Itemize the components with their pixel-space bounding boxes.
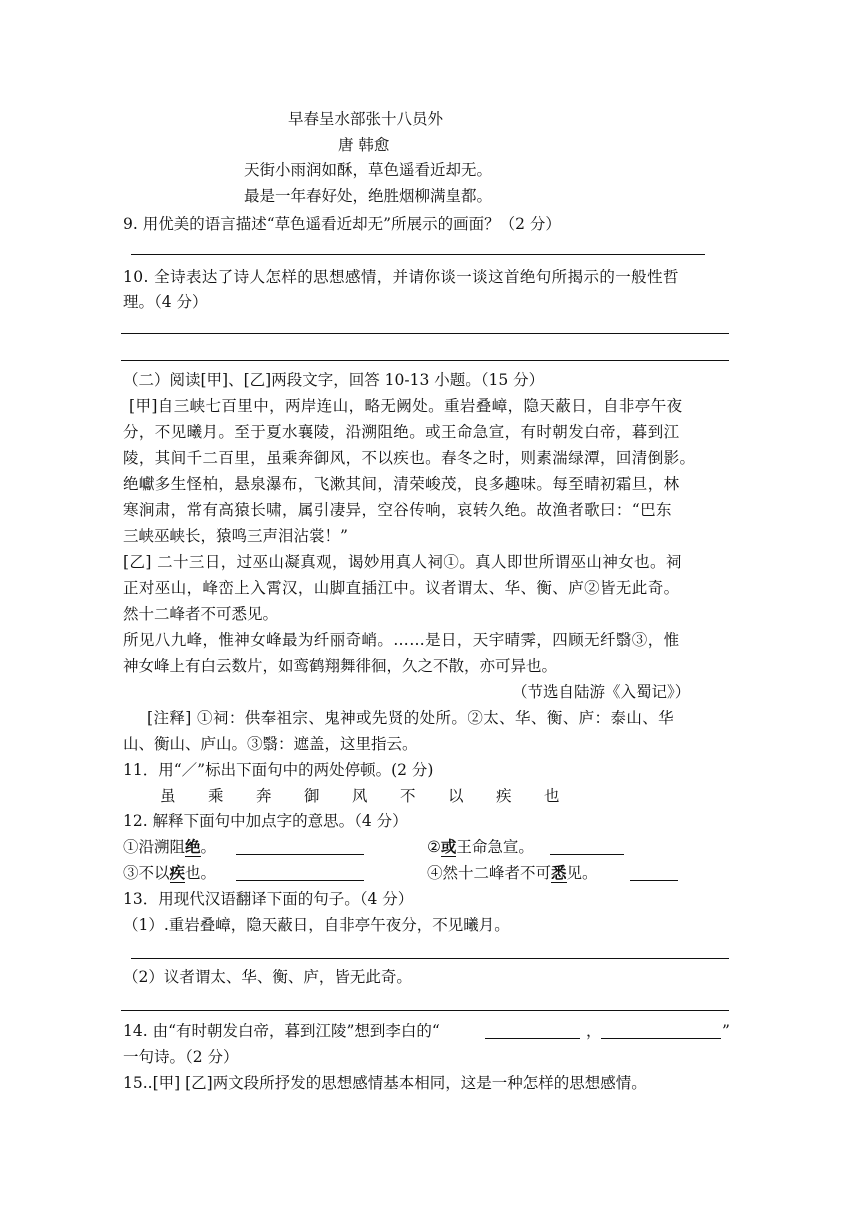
question-10-line-2: 理。（4 分） (123, 293, 208, 311)
answer-blank-a[interactable] (236, 838, 364, 855)
q12-item-a-text: ①沿溯阻 (123, 838, 186, 856)
passage-jia-line-5: 寒涧肃，常有高猿长啸，属引凄异，空谷传响，哀转久绝。故渔者歌曰：“巴东 (123, 501, 672, 519)
answer-blank-c[interactable] (236, 864, 364, 881)
passage-yi-line-2: 正对巫山，峰峦上入霄汉，山脚直插江中。议者谓太、华、衡、庐②皆无此奇。 (123, 579, 680, 597)
poem-title: 早春呈水部张十八员外 (288, 110, 444, 128)
answer-blank-14a[interactable] (485, 1022, 580, 1039)
dotted-char: 绝 (185, 837, 201, 856)
passage-yi-line-1: [乙] 二十三日，过巫山凝真观，谒妙用真人祠①。真人即世所谓巫山神女也。祠 (123, 553, 682, 571)
poem-author: 唐 韩愈 (338, 136, 390, 154)
dotted-char: 疾 (169, 863, 186, 882)
poem-line-2: 最是一年春好处，绝胜烟柳满皇都。 (244, 187, 493, 205)
question-14-line-1 (123, 1021, 440, 1041)
passage-yi-line-5: 神女峰上有白云数片，如鸾鹤翔舞徘徊，久之不散，亦可异也。 (123, 657, 558, 675)
char: 疾 (496, 787, 512, 805)
question-13: 13．用现代汉语翻译下面的句子。（4 分） (123, 890, 414, 908)
question-14-text: 14. 由“有时朝发白帝，暮到江陵”想到李白的“ (123, 1022, 440, 1040)
q12-item-a (123, 837, 216, 857)
passage-jia-line-4: 绝巘多生怪柏，悬泉瀑布，飞漱其间，清荣峻茂，良多趣味。每至晴初霜旦，林 (123, 475, 680, 493)
q12-item-d-end: 见。 (566, 864, 598, 882)
passage-jia-line-6: 三峡巫峡长，猿鸣三声泪沾裳！” (123, 527, 348, 545)
char: 风 (352, 787, 368, 805)
q12-item-d-text: ④然十二峰者不可 (427, 864, 552, 882)
source-citation: （节选自陆游《入蜀记》） (512, 683, 691, 701)
dotted-char: 悉 (551, 863, 567, 882)
answer-line-10a[interactable] (121, 333, 729, 334)
char: 奔 (256, 787, 272, 805)
q12-item-c-text: ③不以 (123, 864, 170, 882)
answer-blank-b[interactable] (550, 838, 624, 855)
passage-jia-line-3: 陵，其间千二百里，虽乘奔御风，不以疾也。春冬之时，则素湍绿潭，回清倒影。 (123, 449, 696, 467)
q14-comma: ， (586, 1022, 602, 1040)
char: 乘 (208, 787, 224, 805)
question-11-sentence[interactable] (160, 786, 592, 806)
q12-item-d (427, 863, 598, 883)
passage-yi-line-4: 所见八九峰，惟神女峰最为纤丽奇峭。……是日，天宇晴霁，四顾无纤翳③，惟 (123, 631, 680, 649)
q12-item-b-text: ② (427, 838, 441, 856)
poem-line-1: 天街小雨润如酥，草色遥看近却无。 (244, 161, 493, 179)
char: 御 (304, 787, 320, 805)
question-11: 11．用“／”标出下面句中的两处停顿。(2 分) (123, 761, 434, 779)
char: 也 (544, 787, 560, 805)
question-12: 12. 解释下面句中加点字的意思。（4 分） (123, 812, 408, 830)
question-13-2: （2）议者谓太、华、衡、庐，皆无此奇。 (123, 968, 412, 986)
answer-line-10b[interactable] (121, 360, 729, 361)
section-2-heading: （二）阅读[甲]、[乙]两段文字，回答 10-13 小题。（15 分） (123, 371, 545, 389)
passage-jia-line-2: 分，不见曦月。至于夏水襄陵，沿溯阻绝。或王命急宣，有时朝发白帝，暮到江 (123, 423, 680, 441)
notes-line-2: 山、衡山、庐山。③翳：遮盖，这里指云。 (123, 735, 418, 753)
q12-item-a-end: 。 (200, 838, 217, 856)
char: 以 (448, 787, 464, 805)
passage-yi-line-3: 然十二峰者不可悉见。 (123, 605, 279, 623)
char: 不 (400, 787, 416, 805)
dotted-char: 或 (440, 837, 457, 856)
question-10-line-1: 10. 全诗表达了诗人怎样的思想感情，并请你谈一谈这首绝句所揭示的一般性哲 (123, 268, 679, 286)
q12-item-b-end: 王命急宣。 (456, 838, 534, 856)
passage-jia-line-1: [甲]自三峡七百里中，两岸连山，略无阙处。重岩叠嶂，隐天蔽日，自非亭午夜 (129, 397, 683, 415)
char: 虽 (160, 787, 176, 805)
question-15: 15..[甲] [乙]两文段所抒发的思想感情基本相同，这是一种怎样的思想感情。 (123, 1074, 647, 1092)
q12-item-c (123, 863, 216, 883)
question-13-1: （1）.重岩叠嶂，隐天蔽日，自非亭午夜分，不见曦月。 (123, 916, 510, 934)
answer-blank-d[interactable] (630, 864, 678, 881)
answer-line-13-2[interactable] (121, 1010, 729, 1011)
answer-line-9[interactable] (131, 254, 705, 255)
question-9: 9. 用优美的语言描述“草色遥看近却无”所展示的画面？（2 分） (123, 215, 561, 233)
q14-close-quote: ” (722, 1022, 730, 1040)
q12-item-c-end: 也。 (185, 864, 217, 882)
answer-blank-14b[interactable] (601, 1022, 721, 1039)
notes-line-1: [注释] ①祠：供奉祖宗、鬼神或先贤的处所。②太、华、衡、庐：泰山、华 (147, 709, 675, 727)
question-14-line-2: 一句诗。（2 分） (123, 1048, 239, 1066)
q12-item-b (427, 837, 534, 857)
answer-line-13-1[interactable] (131, 958, 729, 959)
